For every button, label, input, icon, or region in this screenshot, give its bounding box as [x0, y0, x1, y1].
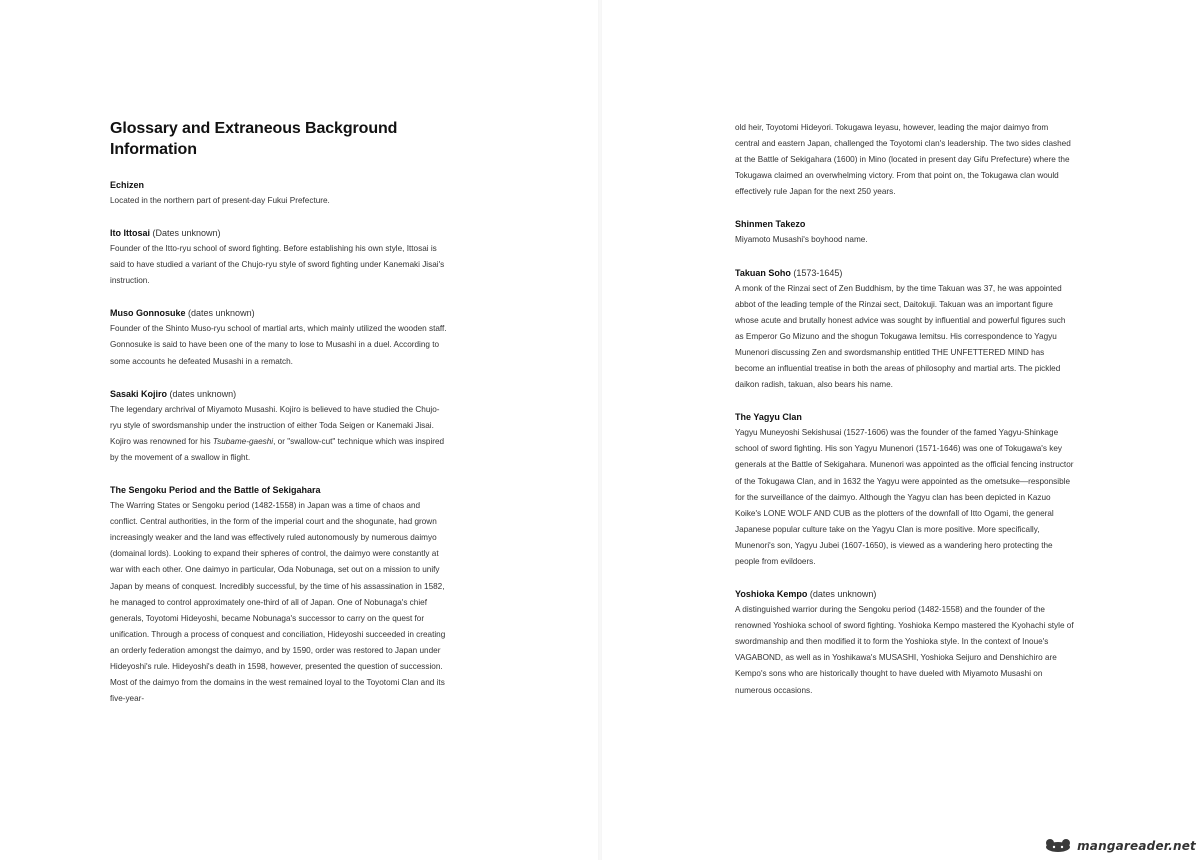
glossary-title: Glossary and Extraneous Background Information — [110, 120, 398, 158]
entry-text: Located in the northern part of present-day Fukui Prefecture. — [110, 196, 330, 205]
entry-term-label: Muso Gonnosuke — [110, 308, 186, 319]
watermark-text: mangareader.net — [1077, 839, 1196, 853]
entry-term-label: The Sengoku Period and the Battle of Sekigahara — [110, 485, 321, 496]
right-page — [602, 0, 1200, 860]
entry-term — [735, 266, 1075, 281]
left-page — [0, 0, 598, 860]
glossary-entry-sasaki-kojiro — [110, 387, 450, 466]
glossary-entry-echizen — [110, 178, 450, 209]
entry-text-part: The legendary archrival of Miyamoto Musashi. Kojiro is believed to have studied the Chujo-ryu style of swordsmanship under the instruction of either Toda Seigen or Kanemaki Jisai. Kojiro was renowned for his — [110, 404, 440, 446]
entry-text-italic: Tsubame-gaeshi — [212, 436, 274, 446]
entry-text: A monk of the Rinzai sect of Zen Buddhism, by the time Takuan was 37, he was appointed abbot of the leading temple of the Rinzai sect, Daitokuji. Takuan was an important figure whose acute and brutally honest advice was sought by influential and powerful figures such as Emperor Go Mizuno and the shogun Tokugawa Iemitsu. His correspondence to Yagyu Munenori discussing Zen and swordsmanship entitled THE UNFETTERED MIND has become an influential treatise in both the areas of philosophy and martial arts. The pickled daikon radish, takuan, also bears his name. — [735, 283, 1066, 390]
entry-dates: (Dates unknown) — [152, 228, 221, 239]
entry-dates: (dates unknown) — [169, 388, 237, 399]
entry-term-label: The Yagyu Clan — [735, 412, 802, 423]
glossary-entry-yoshioka-kempo — [735, 587, 1075, 699]
right-column — [735, 120, 1075, 716]
entry-term — [735, 217, 1075, 232]
entry-text: A distinguished warrior during the Sengoku period (1482-1558) and the founder of the renowned Yoshioka school of sword fighting. Yoshioka Kempo mastered the Kyohachi style of swordmanship and then modified it to form the Yoshioka style. In the context of Inoue's VAGABOND, as well as in Yoshikawa's MUSASHI, Yoshioka Seijuro and Denshichiro are Kempo's sons who are historically thought to have dueled with Miyamoto Musashi on numerous occasions. — [735, 605, 1074, 695]
entry-term-label: Yoshioka Kempo — [735, 589, 808, 600]
site-watermark — [1043, 836, 1196, 856]
entry-text-part: , or "swallow-cut" technique which was inspired by the movement of a swallow in flight. — [110, 436, 445, 462]
entry-dates: (dates unknown) — [809, 589, 877, 600]
glossary-entry-shinmen-takezo — [735, 217, 1075, 248]
entry-dates: (1573-1645) — [793, 267, 843, 278]
entry-term-label: Shinmen Takezo — [735, 219, 806, 230]
glossary-entry-yagyu-clan — [735, 410, 1075, 570]
entry-text — [110, 402, 450, 466]
entry-term — [110, 387, 450, 402]
entry-term-label: Takuan Soho — [735, 267, 791, 278]
entry-term — [110, 306, 450, 321]
entry-text: Founder of the Shinto Muso-ryu school of martial arts, which mainly utilized the wooden staff. Gonnosuke is said to have been one of the many to lose to Musashi in a duel. According to some accounts he defeated Musashi in a rematch. — [110, 324, 447, 366]
entry-text: Founder of the Itto-ryu school of sword fighting. Before establishing his own style, Ittosai is said to have studied a variant of the Chujo-ryu style of sword fighting under Kanemaki Jisai's instruction. — [110, 244, 445, 286]
mascot-logo-icon — [1043, 838, 1073, 854]
glossary-entry-ito-ittosai — [110, 226, 450, 289]
entry-text: The Warring States or Sengoku period (1482-1558) in Japan was a time of chaos and conflict. Central authorities, in the form of the imperial court and the shogunate, had grown increasingly weaker and the land was effectively ruled autonomously by numerous daimyo (domainal lords). Looking to expand their spheres of control, the daimyo were constantly at war with each other. One daimyo in particular, Oda Nobunaga, set out on a mission to unify Japan by means of conquest. Incredibly successful, by the time of his assassination in 1582, he managed to control approximately one-third of all of Japan. One of Nobunaga's chief generals, Toyotomi Hideyoshi, became Nobunaga's successor to carry on the quest for unification. Through a process of conquest and conciliation, Hideyoshi succeeded in creating an orderly federation amongst the daimyo, and by 1590, order was restored to Japan under Hideyoshi's rule. Hideyoshi's death in 1598, however, presented the question of succession. Most of the daimyo from the domains in the west remained loyal to the Toyotomi Clan and its five-year- — [110, 501, 446, 704]
glossary-entry-continuation — [735, 120, 1075, 200]
entry-text: Yagyu Muneyoshi Sekishusai (1527-1606) was the founder of the famed Yagyu-Shinkage school of sword fighting. His son Yagyu Munenori (1571-1646) was one of Tokugawa's key generals at the Battle of Sekigahara. Munenori was appointed as the official fencing instructor of the Tokugawa Clan, and in 1632 the Yagyu were appointed as the ometsuke—responsible for the surveillance of the daimyo. Although the Yagyu clan has been depicted in Kazuo Koike's LONE WOLF AND CUB as the plotters of the downfall of Itto Ogami, the general Japanese popular culture take on the Yagyu Clan is more positive. More specifically, Munenori's son, Yagyu Jubei (1607-1650), is viewed as a wandering hero protecting the people from evildoers. — [735, 428, 1074, 566]
entry-dates: (dates unknown) — [188, 308, 255, 319]
entry-term — [110, 178, 450, 193]
entry-text: Miyamoto Musashi's boyhood name. — [735, 235, 868, 245]
entry-term-label: Ito Ittosai — [110, 228, 150, 239]
entry-term-label: Sasaki Kojiro — [110, 388, 168, 399]
glossary-entry-muso-gonnosuke — [110, 306, 450, 369]
entry-term — [735, 410, 1075, 425]
entry-term — [735, 587, 1075, 602]
glossary-entry-sengoku-period — [110, 483, 450, 707]
entry-term-label: Echizen — [110, 180, 145, 190]
entry-text-continued: old heir, Toyotomi Hideyori. Tokugawa Ieyasu, however, leading the major daimyo from central and eastern Japan, challenged the Toyotomi clan's leadership. The two sides clashed at the Battle of Sekigahara (1600) in Mino (located in present day Gifu Prefecture) where the Tokugawa claimed an overwhelming victory. From that point on, the Tokugawa clan would effectively rule Japan for the next 250 years. — [735, 123, 1071, 197]
left-column — [110, 118, 450, 724]
glossary-entry-takuan-soho — [735, 266, 1075, 394]
entry-term — [110, 483, 450, 498]
entry-term — [110, 226, 450, 241]
